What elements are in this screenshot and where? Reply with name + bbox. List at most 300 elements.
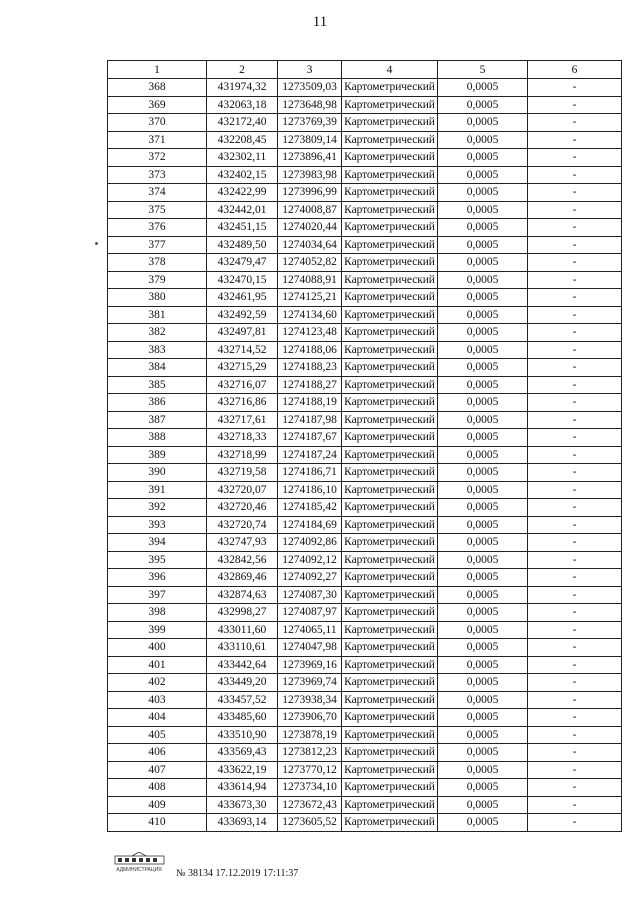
table-cell-col-4: Картометрический (342, 359, 438, 377)
table-cell-col-3: 1274088,91 (278, 271, 342, 289)
table-row (108, 744, 622, 762)
table-cell-col-1: 403 (108, 691, 207, 709)
table-cell-col-2: 432720,07 (207, 481, 278, 499)
table-row (108, 289, 622, 307)
table-cell-col-6: - (528, 236, 622, 254)
table-cell-col-6: - (528, 796, 622, 814)
table-cell-col-5: 0,0005 (438, 761, 528, 779)
table-cell-col-5: 0,0005 (438, 534, 528, 552)
table-row (108, 709, 622, 727)
table-cell-col-3: 1274134,60 (278, 306, 342, 324)
table-cell-col-6: - (528, 219, 622, 237)
table-cell-col-2: 433449,20 (207, 674, 278, 692)
table-cell-col-1: 394 (108, 534, 207, 552)
table-row (108, 481, 622, 499)
table-cell-col-2: 432461,95 (207, 289, 278, 307)
table-cell-col-5: 0,0005 (438, 481, 528, 499)
table-row (108, 604, 622, 622)
table-cell-col-5: 0,0005 (438, 569, 528, 587)
table-cell-col-5: 0,0005 (438, 79, 528, 97)
table-cell-col-5: 0,0005 (438, 464, 528, 482)
table-cell-col-6: - (528, 499, 622, 517)
table-cell-col-1: 399 (108, 621, 207, 639)
table-cell-col-1: 387 (108, 411, 207, 429)
table-row (108, 726, 622, 744)
table-cell-col-6: - (528, 551, 622, 569)
table-cell-col-4: Картометрический (342, 726, 438, 744)
table-cell-col-5: 0,0005 (438, 709, 528, 727)
table-cell-col-2: 432716,07 (207, 376, 278, 394)
table-cell-col-1: 389 (108, 446, 207, 464)
table-cell-col-4: Картометрический (342, 674, 438, 692)
table-cell-col-3: 1274087,30 (278, 586, 342, 604)
table-cell-col-2: 433457,52 (207, 691, 278, 709)
table-cell-col-4: Картометрический (342, 464, 438, 482)
table-cell-col-3: 1274184,69 (278, 516, 342, 534)
table-cell-col-3: 1274092,27 (278, 569, 342, 587)
table-row (108, 149, 622, 167)
table-cell-col-2: 432874,63 (207, 586, 278, 604)
table-row (108, 621, 622, 639)
table-cell-col-3: 1273938,34 (278, 691, 342, 709)
table-cell-col-5: 0,0005 (438, 341, 528, 359)
table-cell-col-5: 0,0005 (438, 271, 528, 289)
table-cell-col-2: 432172,40 (207, 114, 278, 132)
table-cell-col-3: 1273812,23 (278, 744, 342, 762)
table-cell-col-6: - (528, 639, 622, 657)
table-cell-col-1: 382 (108, 324, 207, 342)
table-cell-col-2: 432718,99 (207, 446, 278, 464)
table-row (108, 96, 622, 114)
table-cell-col-6: - (528, 271, 622, 289)
table-cell-col-4: Картометрический (342, 79, 438, 97)
table-row (108, 166, 622, 184)
table-cell-col-5: 0,0005 (438, 551, 528, 569)
table-cell-col-2: 432719,58 (207, 464, 278, 482)
table-cell-col-4: Картометрический (342, 201, 438, 219)
table-cell-col-6: - (528, 289, 622, 307)
header-col-4: 4 (342, 61, 438, 79)
table-cell-col-2: 433011,60 (207, 621, 278, 639)
table-cell-col-5: 0,0005 (438, 411, 528, 429)
table-cell-col-3: 1274087,97 (278, 604, 342, 622)
table-cell-col-4: Картометрический (342, 96, 438, 114)
table-cell-col-4: Картометрический (342, 324, 438, 342)
table-row (108, 254, 622, 272)
table-cell-col-5: 0,0005 (438, 306, 528, 324)
table-cell-col-1: 397 (108, 586, 207, 604)
table-row (108, 656, 622, 674)
table-cell-col-6: - (528, 674, 622, 692)
table-cell-col-2: 432492,59 (207, 306, 278, 324)
table-cell-col-6: - (528, 779, 622, 797)
table-row (108, 464, 622, 482)
table-cell-col-5: 0,0005 (438, 779, 528, 797)
header-col-3: 3 (278, 61, 342, 79)
table-cell-col-3: 1274188,06 (278, 341, 342, 359)
table-cell-col-4: Картометрический (342, 516, 438, 534)
table-cell-col-4: Картометрический (342, 411, 438, 429)
table-cell-col-3: 1274186,71 (278, 464, 342, 482)
table-cell-col-2: 432842,56 (207, 551, 278, 569)
table-cell-col-3: 1273878,19 (278, 726, 342, 744)
table-cell-col-6: - (528, 96, 622, 114)
table-cell-col-3: 1274020,44 (278, 219, 342, 237)
table-row (108, 376, 622, 394)
table-row (108, 691, 622, 709)
table-cell-col-3: 1273969,16 (278, 656, 342, 674)
table-cell-col-2: 432422,99 (207, 184, 278, 202)
table-cell-col-6: - (528, 359, 622, 377)
table-row (108, 429, 622, 447)
svg-text:АДМИНИСТРАЦИЯ: АДМИНИСТРАЦИЯ (116, 867, 162, 873)
table-cell-col-6: - (528, 376, 622, 394)
table-cell-col-2: 432720,46 (207, 499, 278, 517)
table-cell-col-3: 1274125,21 (278, 289, 342, 307)
table-row (108, 814, 622, 832)
table-cell-col-2: 432718,33 (207, 429, 278, 447)
table-row (108, 551, 622, 569)
table-cell-col-1: 380 (108, 289, 207, 307)
table-cell-col-2: 433569,43 (207, 744, 278, 762)
table-cell-col-1: 373 (108, 166, 207, 184)
table-cell-col-5: 0,0005 (438, 166, 528, 184)
table-cell-col-3: 1273906,70 (278, 709, 342, 727)
table-cell-col-6: - (528, 621, 622, 639)
table-cell-col-4: Картометрический (342, 271, 438, 289)
table-cell-col-6: - (528, 254, 622, 272)
table-cell-col-5: 0,0005 (438, 656, 528, 674)
table-cell-col-6: - (528, 306, 622, 324)
table-cell-col-1: 383 (108, 341, 207, 359)
table-cell-col-4: Картометрический (342, 691, 438, 709)
table-cell-col-4: Картометрический (342, 551, 438, 569)
table-cell-col-6: - (528, 604, 622, 622)
table-row (108, 184, 622, 202)
table-cell-col-3: 1274188,19 (278, 394, 342, 412)
table-cell-col-3: 1274187,67 (278, 429, 342, 447)
table-cell-col-3: 1274185,42 (278, 499, 342, 517)
table-cell-col-1: 390 (108, 464, 207, 482)
table-cell-col-1: 388 (108, 429, 207, 447)
table-cell-col-1: 391 (108, 481, 207, 499)
table-cell-col-2: 432489,50 (207, 236, 278, 254)
table-row (108, 674, 622, 692)
table-cell-col-5: 0,0005 (438, 394, 528, 412)
table-cell-col-5: 0,0005 (438, 254, 528, 272)
table-cell-col-4: Картометрический (342, 499, 438, 517)
table-cell-col-1: 384 (108, 359, 207, 377)
table-cell-col-3: 1273809,14 (278, 131, 342, 149)
table-cell-col-4: Картометрический (342, 569, 438, 587)
margin-dot (95, 242, 98, 245)
table-cell-col-4: Картометрический (342, 429, 438, 447)
table-cell-col-5: 0,0005 (438, 586, 528, 604)
table-cell-col-5: 0,0005 (438, 114, 528, 132)
table-row (108, 569, 622, 587)
table-cell-col-6: - (528, 481, 622, 499)
table-cell-col-2: 432302,11 (207, 149, 278, 167)
table-cell-col-2: 432998,27 (207, 604, 278, 622)
table-row (108, 271, 622, 289)
table-cell-col-4: Картометрический (342, 254, 438, 272)
table-cell-col-5: 0,0005 (438, 236, 528, 254)
table-cell-col-6: - (528, 464, 622, 482)
table-cell-col-5: 0,0005 (438, 726, 528, 744)
table-cell-col-1: 410 (108, 814, 207, 832)
table-cell-col-1: 404 (108, 709, 207, 727)
table-cell-col-3: 1274188,27 (278, 376, 342, 394)
table-cell-col-6: - (528, 656, 622, 674)
table-cell-col-6: - (528, 114, 622, 132)
table-cell-col-2: 432063,18 (207, 96, 278, 114)
table-body (108, 79, 622, 832)
table-cell-col-4: Картометрический (342, 184, 438, 202)
table-row (108, 359, 622, 377)
coordinates-table (107, 60, 622, 832)
table-cell-col-4: Картометрический (342, 376, 438, 394)
table-cell-col-2: 431974,32 (207, 79, 278, 97)
table-cell-col-2: 433693,14 (207, 814, 278, 832)
table-cell-col-2: 432497,81 (207, 324, 278, 342)
table-row (108, 499, 622, 517)
table-cell-col-3: 1273769,39 (278, 114, 342, 132)
table-cell-col-1: 408 (108, 779, 207, 797)
table-cell-col-6: - (528, 586, 622, 604)
table-cell-col-1: 385 (108, 376, 207, 394)
table-cell-col-5: 0,0005 (438, 446, 528, 464)
table-cell-col-2: 432715,29 (207, 359, 278, 377)
table-row (108, 796, 622, 814)
header-col-6: 6 (528, 61, 622, 79)
table-cell-col-1: 375 (108, 201, 207, 219)
table-cell-col-4: Картометрический (342, 814, 438, 832)
table-cell-col-1: 370 (108, 114, 207, 132)
table-cell-col-2: 433442,64 (207, 656, 278, 674)
table-cell-col-3: 1274052,82 (278, 254, 342, 272)
table-cell-col-4: Картометрический (342, 149, 438, 167)
table-cell-col-6: - (528, 691, 622, 709)
table-cell-col-6: - (528, 201, 622, 219)
table-cell-col-4: Картометрический (342, 114, 438, 132)
table-cell-col-4: Картометрический (342, 621, 438, 639)
table-cell-col-6: - (528, 131, 622, 149)
table-cell-col-5: 0,0005 (438, 376, 528, 394)
table-cell-col-5: 0,0005 (438, 674, 528, 692)
table-cell-col-3: 1273896,41 (278, 149, 342, 167)
table-cell-col-6: - (528, 534, 622, 552)
table-cell-col-4: Картометрический (342, 306, 438, 324)
table-cell-col-4: Картометрический (342, 166, 438, 184)
header-col-2: 2 (207, 61, 278, 79)
table-row (108, 201, 622, 219)
table-cell-col-2: 432442,01 (207, 201, 278, 219)
header-col-1: 1 (108, 61, 207, 79)
table-cell-col-5: 0,0005 (438, 201, 528, 219)
table-cell-col-3: 1274047,98 (278, 639, 342, 657)
table-cell-col-6: - (528, 324, 622, 342)
table-cell-col-1: 378 (108, 254, 207, 272)
table-cell-col-2: 433614,94 (207, 779, 278, 797)
table-cell-col-1: 401 (108, 656, 207, 674)
table-cell-col-5: 0,0005 (438, 324, 528, 342)
table-row (108, 394, 622, 412)
document-registration-reference: № 38134 17.12.2019 17:11:37 (176, 868, 299, 879)
table-cell-col-1: 406 (108, 744, 207, 762)
table-header-row (108, 61, 622, 79)
table-cell-col-6: - (528, 569, 622, 587)
table-cell-col-4: Картометрический (342, 219, 438, 237)
table-row (108, 324, 622, 342)
table-row (108, 236, 622, 254)
table-cell-col-5: 0,0005 (438, 149, 528, 167)
table-cell-col-4: Картометрический (342, 131, 438, 149)
table-row (108, 306, 622, 324)
table-cell-col-5: 0,0005 (438, 219, 528, 237)
table-cell-col-5: 0,0005 (438, 796, 528, 814)
table-cell-col-3: 1274008,87 (278, 201, 342, 219)
table-cell-col-1: 396 (108, 569, 207, 587)
table-cell-col-5: 0,0005 (438, 744, 528, 762)
table-row (108, 516, 622, 534)
table-cell-col-5: 0,0005 (438, 429, 528, 447)
table-row (108, 761, 622, 779)
table-cell-col-3: 1273969,74 (278, 674, 342, 692)
table-row (108, 219, 622, 237)
table-cell-col-2: 433110,61 (207, 639, 278, 657)
table-cell-col-4: Картометрический (342, 744, 438, 762)
table-cell-col-6: - (528, 446, 622, 464)
table-row (108, 131, 622, 149)
table-cell-col-1: 374 (108, 184, 207, 202)
table-row (108, 779, 622, 797)
table-cell-col-3: 1274187,98 (278, 411, 342, 429)
table-row (108, 114, 622, 132)
table-row (108, 341, 622, 359)
header-col-5: 5 (438, 61, 528, 79)
table-cell-col-3: 1274092,86 (278, 534, 342, 552)
table-cell-col-2: 432720,74 (207, 516, 278, 534)
table-cell-col-4: Картометрический (342, 586, 438, 604)
table-cell-col-5: 0,0005 (438, 499, 528, 517)
table-cell-col-1: 379 (108, 271, 207, 289)
table-cell-col-6: - (528, 429, 622, 447)
table-cell-col-2: 432714,52 (207, 341, 278, 359)
table-cell-col-4: Картометрический (342, 796, 438, 814)
table-cell-col-3: 1273734,10 (278, 779, 342, 797)
table-cell-col-3: 1274034,64 (278, 236, 342, 254)
table-row (108, 534, 622, 552)
table-cell-col-5: 0,0005 (438, 184, 528, 202)
table-cell-col-1: 398 (108, 604, 207, 622)
table-cell-col-6: - (528, 149, 622, 167)
table-cell-col-4: Картометрический (342, 236, 438, 254)
table-cell-col-6: - (528, 411, 622, 429)
table-row (108, 446, 622, 464)
table-cell-col-2: 432717,61 (207, 411, 278, 429)
table-cell-col-6: - (528, 79, 622, 97)
table-row (108, 411, 622, 429)
page-number: 11 (312, 14, 328, 30)
table-cell-col-6: - (528, 761, 622, 779)
table-cell-col-2: 432869,46 (207, 569, 278, 587)
table-cell-col-4: Картометрический (342, 446, 438, 464)
table-cell-col-3: 1273605,52 (278, 814, 342, 832)
table-cell-col-4: Картометрический (342, 639, 438, 657)
table-row (108, 79, 622, 97)
table-cell-col-4: Картометрический (342, 604, 438, 622)
table-cell-col-4: Картометрический (342, 481, 438, 499)
table-cell-col-2: 432747,93 (207, 534, 278, 552)
table-cell-col-1: 371 (108, 131, 207, 149)
administration-stamp-logo (112, 852, 167, 874)
table-cell-col-1: 386 (108, 394, 207, 412)
table-cell-col-4: Картометрический (342, 394, 438, 412)
table-cell-col-2: 433622,19 (207, 761, 278, 779)
table-cell-col-1: 368 (108, 79, 207, 97)
table-cell-col-3: 1274187,24 (278, 446, 342, 464)
table-cell-col-4: Картометрический (342, 779, 438, 797)
table-cell-col-6: - (528, 814, 622, 832)
table-cell-col-4: Картометрический (342, 341, 438, 359)
table-cell-col-5: 0,0005 (438, 131, 528, 149)
table-cell-col-2: 432479,47 (207, 254, 278, 272)
table-cell-col-3: 1273770,12 (278, 761, 342, 779)
table-cell-col-1: 407 (108, 761, 207, 779)
table-cell-col-6: - (528, 726, 622, 744)
table-cell-col-3: 1274123,48 (278, 324, 342, 342)
table-cell-col-3: 1273983,98 (278, 166, 342, 184)
table-cell-col-5: 0,0005 (438, 814, 528, 832)
table-cell-col-2: 433485,60 (207, 709, 278, 727)
table-cell-col-3: 1273648,98 (278, 96, 342, 114)
table-cell-col-6: - (528, 166, 622, 184)
table-cell-col-2: 432470,15 (207, 271, 278, 289)
table-cell-col-1: 372 (108, 149, 207, 167)
table-cell-col-3: 1274092,12 (278, 551, 342, 569)
table-cell-col-3: 1273672,43 (278, 796, 342, 814)
table-cell-col-4: Картометрический (342, 656, 438, 674)
table-cell-col-2: 432716,86 (207, 394, 278, 412)
table-cell-col-6: - (528, 184, 622, 202)
table-cell-col-4: Картометрический (342, 761, 438, 779)
table-cell-col-4: Картометрический (342, 709, 438, 727)
table-cell-col-3: 1273509,03 (278, 79, 342, 97)
table-cell-col-6: - (528, 394, 622, 412)
table-cell-col-2: 432208,45 (207, 131, 278, 149)
table-cell-col-5: 0,0005 (438, 621, 528, 639)
table-cell-col-1: 369 (108, 96, 207, 114)
table-cell-col-6: - (528, 341, 622, 359)
table-row (108, 586, 622, 604)
table-cell-col-3: 1274186,10 (278, 481, 342, 499)
table-cell-col-1: 377 (108, 236, 207, 254)
table-cell-col-2: 432402,15 (207, 166, 278, 184)
table-cell-col-6: - (528, 709, 622, 727)
table-cell-col-1: 381 (108, 306, 207, 324)
table-row (108, 639, 622, 657)
table-cell-col-2: 433673,30 (207, 796, 278, 814)
table-cell-col-5: 0,0005 (438, 516, 528, 534)
table-cell-col-2: 433510,90 (207, 726, 278, 744)
table-cell-col-5: 0,0005 (438, 289, 528, 307)
table-cell-col-1: 392 (108, 499, 207, 517)
table-cell-col-1: 409 (108, 796, 207, 814)
table-cell-col-1: 405 (108, 726, 207, 744)
table-cell-col-5: 0,0005 (438, 639, 528, 657)
table-cell-col-5: 0,0005 (438, 604, 528, 622)
table-cell-col-4: Картометрический (342, 289, 438, 307)
